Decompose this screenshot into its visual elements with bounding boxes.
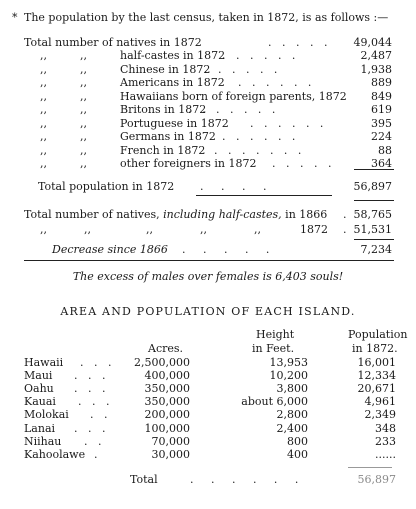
island-acres: 200,000 <box>144 408 190 422</box>
leader-dots: . <box>343 208 347 221</box>
year-1872: 1872 <box>300 223 328 236</box>
island-acres: 350,000 <box>144 382 190 396</box>
ditto-mark: ,, <box>40 89 47 103</box>
leader-dots: . . . . . . . <box>188 103 276 116</box>
island-name: Kauai <box>24 395 56 409</box>
leader-dots: . . . . . . <box>204 62 278 76</box>
census-row-label: Hawaiians born of foreign parents, 1872 <box>120 89 347 103</box>
column-header-population: Population <box>348 328 408 341</box>
island-population: 20,671 <box>357 382 396 396</box>
census-row-value: 1,938 <box>360 62 392 76</box>
footnote-marker: * <box>12 11 18 24</box>
island-height: 2,800 <box>276 408 308 422</box>
ditto-mark: ,, <box>40 130 47 143</box>
leader-dots: . . . <box>80 356 112 369</box>
footnote-text: The population by the last census, taken in 1872, is as follows :— <box>24 11 389 24</box>
leader-dots: . . . . . <box>272 157 332 170</box>
ditto-mark: ,, <box>80 89 87 103</box>
island-total-value: 56,897 <box>357 473 396 486</box>
excess-note: The excess of males over females is 6,403 souls! <box>72 270 344 283</box>
island-height: 800 <box>287 434 308 448</box>
ditto-mark: ,, <box>40 49 47 62</box>
natives-1872-value: 51,531 <box>353 223 392 236</box>
census-row-value: 364 <box>371 157 392 170</box>
leader-dots: . . . . . . <box>190 473 299 486</box>
island-population: 16,001 <box>357 356 396 369</box>
decrease-value: 7,234 <box>360 243 392 256</box>
leader-dots: . . . <box>78 395 110 409</box>
leader-dots: . <box>343 223 347 236</box>
leader-dots: . . . . . . <box>250 116 324 130</box>
island-height: 3,800 <box>276 382 308 396</box>
leader-dots: . . . . . <box>182 243 270 256</box>
decrease-label: Decrease since 1866 <box>52 243 168 256</box>
census-row-value: 395 <box>371 116 392 130</box>
island-population: 348 <box>375 421 396 435</box>
census-row-value: 224 <box>371 130 392 143</box>
column-header-height-unit: in Feet. <box>252 342 295 355</box>
natives-1872-value: 49,044 <box>353 36 392 49</box>
census-row-label: French in 1872 <box>120 143 206 157</box>
leader-dots: . . <box>84 434 102 448</box>
ditto-mark: ,, <box>40 116 47 130</box>
difference-rule <box>354 239 394 240</box>
island-height: 2,400 <box>276 421 308 435</box>
island-acres: 350,000 <box>144 395 190 409</box>
ditto-mark: ,, <box>80 157 87 170</box>
island-name: Oahu <box>24 382 54 396</box>
island-name: Lanai <box>24 421 56 435</box>
islands-heading: AREA AND POPULATION OF EACH ISLAND. <box>60 305 356 318</box>
natives-1866-value: 58,765 <box>353 208 392 221</box>
census-row-value: 88 <box>378 143 392 157</box>
column-header-population-year: in 1872. <box>352 342 398 355</box>
ditto-mark: ,, <box>40 157 47 170</box>
column-header-height: Height <box>256 328 295 341</box>
decrease-underline <box>24 260 394 261</box>
island-height: 13,953 <box>269 356 308 369</box>
census-row-value: 849 <box>371 89 392 103</box>
island-population: 4,961 <box>364 395 396 409</box>
ditto-mark: ,, <box>80 143 87 157</box>
ditto-mark: ,, <box>40 103 47 116</box>
island-height: 400 <box>287 447 308 461</box>
leader-dots: . . . . . . . <box>214 143 302 157</box>
census-row-label: half-castes in 1872 <box>120 49 226 62</box>
ditto-mark: ,, <box>254 223 261 236</box>
census-row-label: Portuguese in 1872 <box>120 116 229 130</box>
column-header-acres: Acres. <box>148 342 184 355</box>
census-row-label: Americans in 1872 <box>120 76 225 89</box>
ditto-mark: ,, <box>146 223 153 236</box>
leader-dots: . <box>94 447 98 461</box>
census-row-label: Chinese in 1872 <box>120 62 211 76</box>
island-height: 10,200 <box>269 369 308 383</box>
leader-dots: . . . . . <box>268 36 328 49</box>
ditto-mark: ,, <box>40 143 47 157</box>
subtotal-rule <box>354 169 394 170</box>
ditto-mark: ,, <box>200 223 207 236</box>
leader-dots: . . . <box>74 382 106 396</box>
island-name: Niihau <box>24 434 62 448</box>
island-population: 12,334 <box>357 369 396 383</box>
total-underline <box>196 195 332 196</box>
census-row-value: 2,487 <box>360 49 392 62</box>
total-1872-label: Total population in 1872 <box>38 180 175 193</box>
island-name: Maui <box>24 369 53 383</box>
island-name: Hawaii <box>24 356 64 369</box>
island-acres: 400,000 <box>144 369 190 383</box>
ditto-mark: ,, <box>84 223 91 236</box>
ditto-mark: ,, <box>80 103 87 116</box>
leader-dots: . . . . . . <box>238 76 312 89</box>
natives-1872-label: Total number of natives in 1872 <box>24 36 202 49</box>
census-row-value: 619 <box>371 103 392 116</box>
census-row-value: 889 <box>371 76 392 89</box>
ditto-mark: ,, <box>40 62 47 76</box>
leader-dots: . . . . <box>200 180 267 193</box>
leader-dots: . . <box>90 408 108 422</box>
census-row-label: Britons in 1872 <box>120 103 207 116</box>
island-name: Molokai <box>24 408 69 422</box>
island-acres: 2,500,000 <box>134 356 190 369</box>
ditto-mark: ,, <box>80 130 87 143</box>
ditto-mark: ,, <box>40 223 47 236</box>
census-row-label: Germans in 1872 <box>120 130 216 143</box>
island-name: Kahoolawe <box>24 447 86 461</box>
island-acres: 70,000 <box>151 434 190 448</box>
island-total-label: Total <box>130 473 158 486</box>
island-total-rule <box>348 467 392 468</box>
leader-dots: . . . <box>74 369 106 383</box>
island-population: 2,349 <box>364 408 396 422</box>
ditto-mark: ,, <box>80 116 87 130</box>
section-rule <box>354 200 394 201</box>
leader-dots: . . . <box>74 421 106 435</box>
island-population: 233 <box>375 434 396 448</box>
leader-dots: . . . . . . <box>222 130 296 143</box>
natives-1866-label: Total number of natives, including half-castes, in 1866 <box>24 208 328 221</box>
census-row-label: other foreigners in 1872 <box>120 157 257 170</box>
island-acres: 100,000 <box>144 421 190 435</box>
total-1872-value: 56,897 <box>353 180 392 193</box>
ditto-mark: ,, <box>80 76 87 89</box>
ditto-mark: ,, <box>40 76 47 89</box>
ditto-mark: ,, <box>80 49 87 62</box>
island-acres: 30,000 <box>151 447 190 461</box>
island-population: ...... <box>375 447 396 461</box>
leader-dots: . . . . . . <box>222 49 296 62</box>
island-height: about 6,000 <box>241 395 308 409</box>
ditto-mark: ,, <box>80 62 87 76</box>
